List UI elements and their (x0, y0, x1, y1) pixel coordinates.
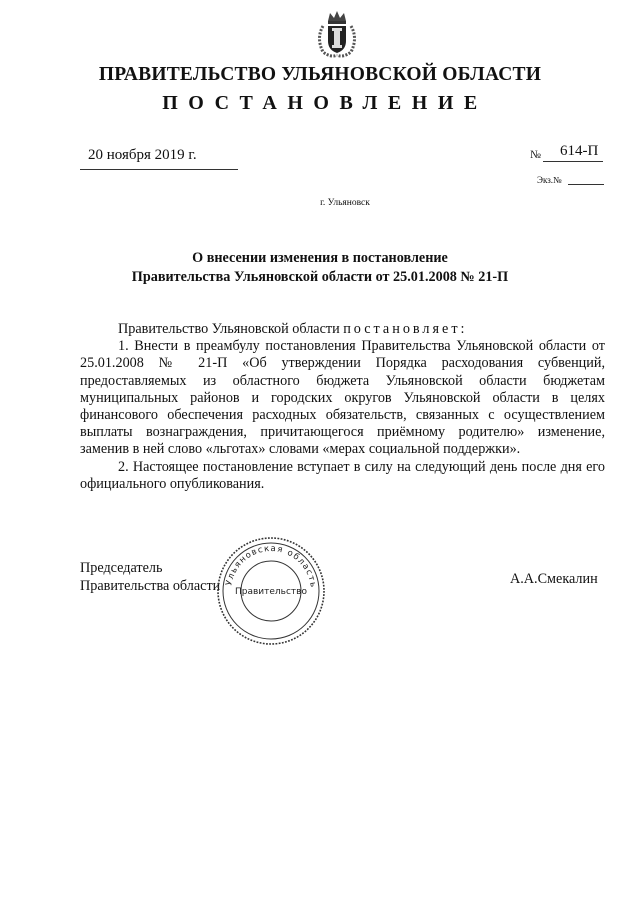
document-subject (0, 249, 640, 287)
number-underline (543, 161, 603, 162)
date-underline (80, 169, 238, 170)
item-1: 1. Внести в преамбулу постановления Правительства Ульяновской области от 25.01.2008 № 21-П «Об утверждении Порядка расходования субвенций, предоставляемых из областного бюджета Ульяновской области бюджетам муниципальных районов и городских округов Ульяновской области в целях финансового обеспечения расходных обязательств, связанных с осуществлением выплаты вознаграждения, причитающегося приёмному родителю» изменение, заменив в ней слово «льготах» словами «мерах социальной поддержки». (80, 338, 605, 458)
signatory-position-line-1: Председатель (80, 560, 163, 576)
intro-prefix: Правительство Ульяновской области (118, 321, 344, 337)
official-stamp (215, 535, 327, 647)
document-date: 20 ноября 2019 г. (88, 147, 197, 163)
stamp-ring-text: Ульяновская область (224, 543, 318, 590)
document-number: 614-П (560, 143, 599, 159)
copy-number-underline (568, 184, 604, 185)
item-2: 2. Настоящее постановление вступает в силу на следующий день после дня его официального опубликования. (80, 458, 605, 492)
city: г. Ульяновск (320, 198, 370, 208)
number-sign: № (530, 149, 541, 161)
document-body (80, 321, 605, 493)
signatory-name: А.А.Смекалин (510, 571, 598, 587)
stamp-center-text: Правительство (235, 587, 307, 597)
coat-of-arms-icon (311, 8, 363, 60)
copy-number-label: Экз.№ (537, 175, 562, 185)
subject-line-2: Правительства Ульяновской области от 25.01.2008 № 21-П (131, 269, 509, 285)
signatory-position-line-2: Правительства области (80, 578, 221, 594)
intro-verb: постановляет: (343, 321, 468, 337)
document-type: ПОСТАНОВЛЕНИЕ (162, 92, 488, 114)
subject-line-1: О внесении изменения в постановление (192, 250, 448, 266)
government-name: ПРАВИТЕЛЬСТВО УЛЬЯНОВСКОЙ ОБЛАСТИ (98, 64, 542, 85)
svg-text:Ульяновская область (224, 544, 318, 589)
intro-paragraph (80, 321, 605, 338)
